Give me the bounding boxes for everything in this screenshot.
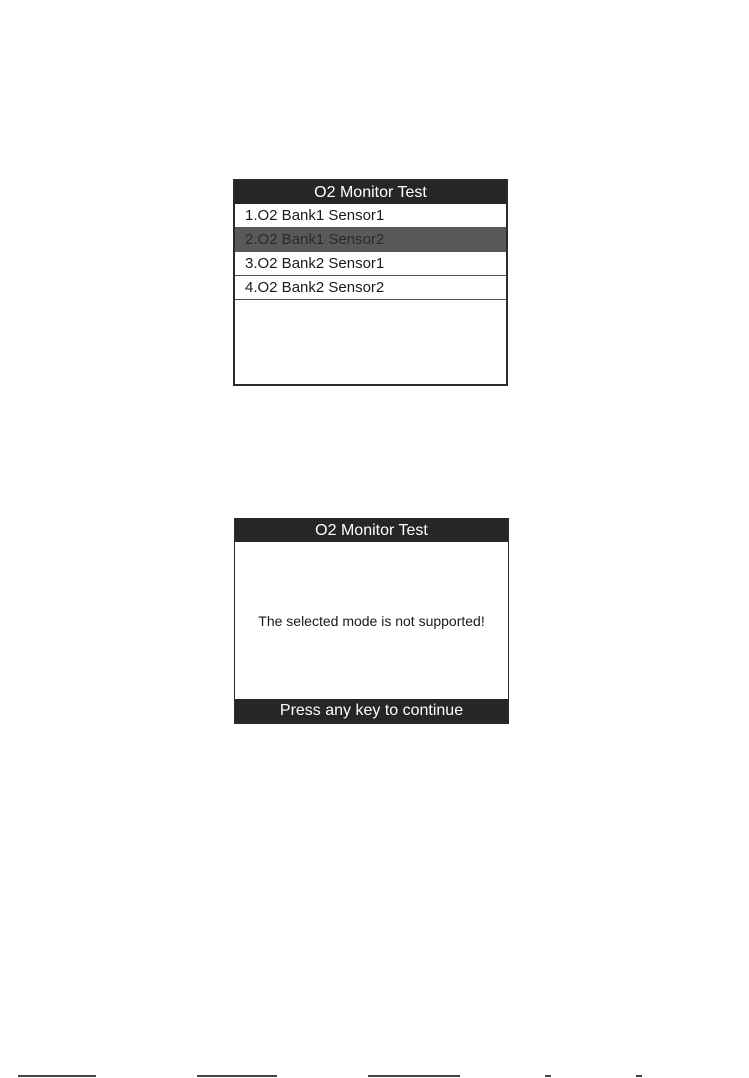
o2-monitor-menu-screen: [233, 179, 508, 386]
page-edge-mark: [545, 1075, 551, 1077]
continue-prompt[interactable]: Press any key to continue: [235, 699, 508, 723]
page-edge-mark: [368, 1075, 460, 1077]
sensor-menu-list: [235, 204, 506, 300]
menu-item-bank1-sensor2[interactable]: 2.O2 Bank1 Sensor2: [235, 228, 506, 252]
message-screen-title: O2 Monitor Test: [235, 519, 508, 542]
menu-item-bank1-sensor1[interactable]: 1.O2 Bank1 Sensor1: [235, 204, 506, 228]
menu-item-bank2-sensor2[interactable]: 4.O2 Bank2 Sensor2: [235, 276, 506, 300]
o2-monitor-message-screen: [234, 518, 509, 724]
page-edge-mark: [197, 1075, 277, 1077]
message-body: [235, 543, 508, 699]
not-supported-message: The selected mode is not supported!: [258, 613, 485, 629]
menu-screen-title: O2 Monitor Test: [235, 181, 506, 204]
page-edge-mark: [18, 1075, 96, 1077]
menu-item-bank2-sensor1[interactable]: 3.O2 Bank2 Sensor1: [235, 252, 506, 276]
page-edge-mark: [636, 1075, 642, 1077]
